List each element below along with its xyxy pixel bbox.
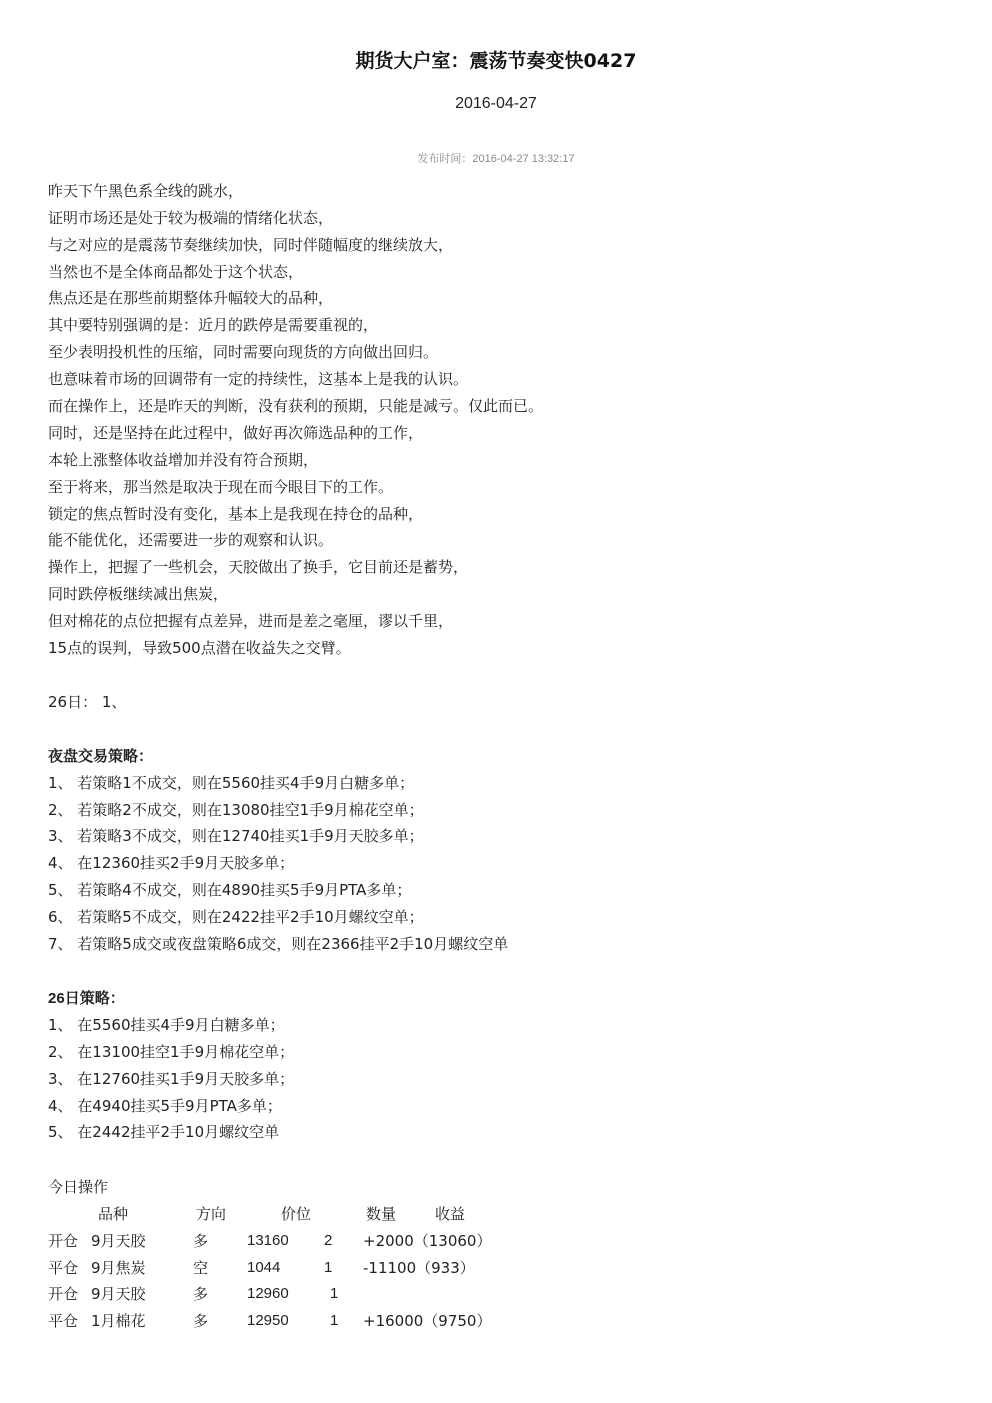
strategy-item: 5、 若策略4不成交，则在4890挂买5手9月PTA多单；: [48, 881, 412, 899]
paragraph-line: 昨天下午黑色系全线的跳水，: [48, 182, 244, 200]
day-line: 26日： 1、: [48, 693, 127, 711]
paragraph-line: 但对棉花的点位把握有点差异，进而是差之毫厘，谬以千里，: [48, 612, 454, 630]
column-header: 品种: [98, 1205, 129, 1223]
paragraph-line: 操作上，把握了一些机会，天胶做出了换手，它目前还是蓄势，: [48, 558, 469, 576]
strategy-item: 2、 在13100挂空1手9月棉花空单；: [48, 1043, 295, 1061]
cell-pnl: +16000（9750）: [363, 1312, 492, 1330]
paragraph-line: 与之对应的是震荡节奏继续加快，同时伴随幅度的继续放大，: [48, 236, 454, 254]
paragraph-line: 其中要特别强调的是：近月的跌停是需要重视的，: [48, 316, 379, 334]
paragraph-line: 证明市场还是处于较为极端的情绪化状态，: [48, 209, 334, 227]
strategy-item: 6、 若策略5不成交，则在2422挂平2手10月螺纹空单；: [48, 908, 424, 926]
paragraph-line: 也意味着市场的回调带有一定的持续性，这基本上是我的认识。: [48, 370, 469, 388]
cell-price: 13160: [247, 1232, 289, 1249]
column-header: 方向: [196, 1205, 227, 1223]
paragraph-line: 焦点还是在那些前期整体升幅较大的品种，: [48, 289, 334, 307]
strategy-item: 3、 在12760挂买1手9月天胶多单；: [48, 1070, 295, 1088]
strategy-item: 7、 若策略5成交或夜盘策略6成交，则在2366挂平2手10月螺纹空单: [48, 935, 509, 953]
paragraph-line: 同时跌停板继续减出焦炭，: [48, 585, 229, 603]
cell-qty: 1: [330, 1285, 339, 1302]
strategy-item: 4、 在4940挂买5手9月PTA多单；: [48, 1097, 282, 1115]
column-header: 数量: [366, 1205, 397, 1223]
cell-product: 1月棉花: [91, 1312, 146, 1330]
cell-product: 9月焦炭: [91, 1259, 146, 1277]
cell-price: 12960: [247, 1285, 289, 1302]
cell-price: 12950: [247, 1312, 289, 1329]
cell-pnl: +2000（13060）: [363, 1232, 492, 1250]
strategy-item: 5、 在2442挂平2手10月螺纹空单: [48, 1123, 280, 1141]
paragraph-line: 同时，还是坚持在此过程中，做好再次筛选品种的工作，: [48, 424, 424, 442]
column-header: 价位: [281, 1205, 312, 1223]
day-strategy-heading: [48, 988, 125, 1009]
strategy-item: 1、 若策略1不成交，则在5560挂买4手9月白糖多单；: [48, 774, 415, 792]
cell-qty: 1: [330, 1312, 339, 1329]
cell-product: 9月天胶: [91, 1285, 146, 1303]
paragraph-line: 锁定的焦点暂时没有变化，基本上是我现在持仓的品种，: [48, 505, 424, 523]
publish-time: 发布时间：2016-04-27 13:32:17: [417, 153, 575, 165]
paragraph-line: 本轮上涨整体收益增加并没有符合预期，: [48, 451, 319, 469]
strategy-item: 2、 若策略2不成交，则在13080挂空1手9月棉花空单；: [48, 801, 424, 819]
page-title: 期货大户室：震荡节奏变快0427: [355, 50, 637, 72]
cell-pnl: -11100（933）: [363, 1259, 475, 1277]
cell-action: 平仓: [48, 1312, 79, 1330]
cell-qty: 2: [324, 1232, 333, 1249]
day-strategy-heading-text: 日策略：: [64, 989, 125, 1007]
paragraph-line: 能不能优化，还需要进一步的观察和认识。: [48, 531, 334, 549]
cell-direction: 多: [193, 1312, 209, 1330]
cell-action: 开仓: [48, 1232, 79, 1250]
strategy-item: 4、 在12360挂买2手9月天胶多单；: [48, 854, 295, 872]
cell-direction: 多: [193, 1285, 209, 1303]
cell-action: 开仓: [48, 1285, 79, 1303]
paragraph-line: 至少表明投机性的压缩，同时需要向现货的方向做出回归。: [48, 343, 439, 361]
cell-price: 1044: [247, 1259, 281, 1276]
cell-direction: 空: [193, 1259, 209, 1277]
strategy-item: 3、 若策略3不成交，则在12740挂买1手9月天胶多单；: [48, 827, 424, 845]
paragraph-line: 而在操作上，还是昨天的判断，没有获利的预期，只能是减亏。仅此而已。: [48, 397, 544, 415]
day-strategy-heading-num: 26: [48, 990, 65, 1007]
article-date: 2016-04-27: [455, 95, 537, 112]
today-ops-heading: 今日操作: [48, 1178, 109, 1196]
paragraph-line: 15点的误判，导致500点潜在收益失之交臂。: [48, 639, 351, 657]
cell-action: 平仓: [48, 1259, 79, 1277]
cell-qty: 1: [324, 1259, 333, 1276]
paragraph-line: 当然也不是全体商品都处于这个状态，: [48, 263, 304, 281]
paragraph-line: 至于将来，那当然是取决于现在而今眼目下的工作。: [48, 478, 394, 496]
cell-product: 9月天胶: [91, 1232, 146, 1250]
column-header: 收益: [435, 1205, 466, 1223]
night-strategy-heading: 夜盘交易策略：: [48, 747, 154, 765]
strategy-item: 1、 在5560挂买4手9月白糖多单；: [48, 1016, 285, 1034]
cell-direction: 多: [193, 1232, 209, 1250]
